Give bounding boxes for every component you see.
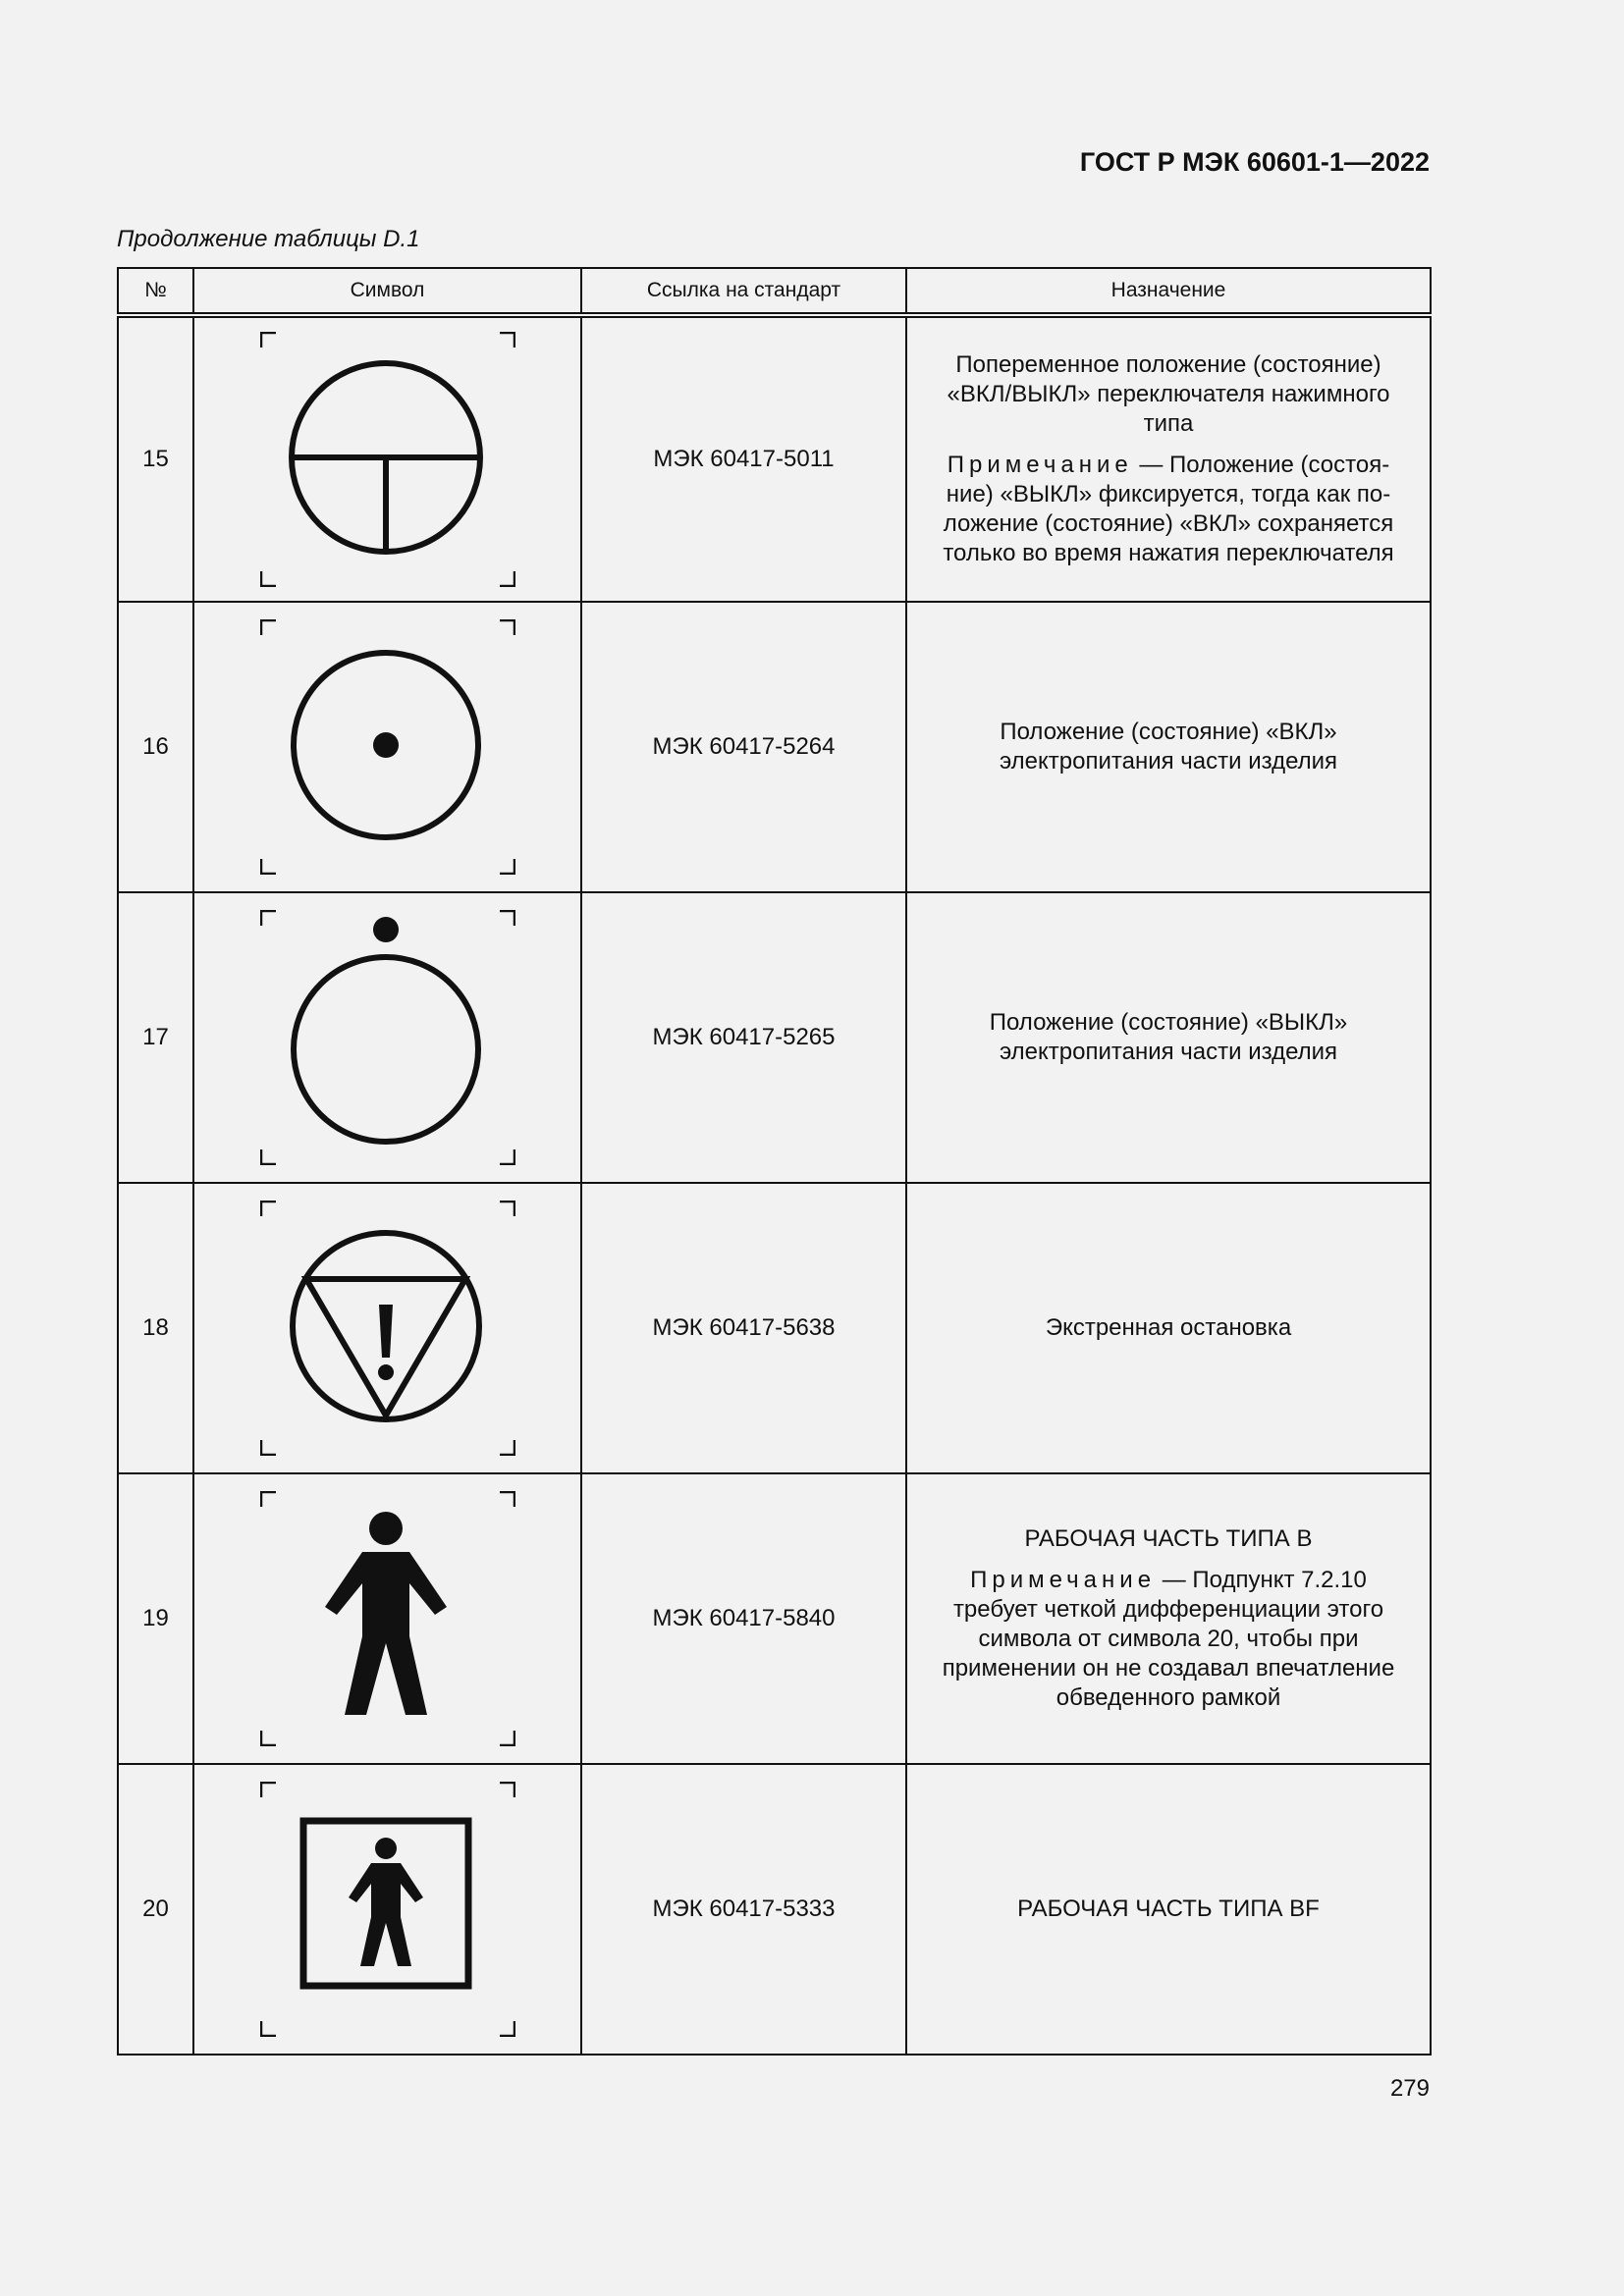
purpose-text: Положение (состояние) «ВЫКЛ» электропитания части изделия: [989, 1009, 1348, 1065]
row-number: 20: [118, 1764, 193, 2055]
purpose-text: Положение (состояние) «ВКЛ» электропитания части изделия: [999, 719, 1338, 774]
type-bf-applied-part-icon: [260, 1782, 515, 2037]
note-text: — Положение (состоя-ние) «ВЫКЛ» фиксируется, тогда как по-ложение (состояние) «ВКЛ» сохраняется только во время нажатия переключателя: [943, 452, 1394, 566]
column-header-num: №: [118, 268, 193, 315]
column-header-symbol: Символ: [193, 268, 581, 315]
purpose-cell: [906, 1473, 1431, 1764]
note-label: Примечание: [947, 452, 1133, 478]
reference-cell: МЭК 60417-5264: [581, 602, 906, 892]
emergency-stop-icon: [260, 1201, 515, 1456]
push-button-on-off-icon: [260, 332, 515, 587]
reference-cell: МЭК 60417-5265: [581, 892, 906, 1183]
purpose-text: Экстренная остановка: [1045, 1314, 1292, 1341]
table-caption: Продолжение таблицы D.1: [117, 226, 420, 252]
table-row: [118, 602, 1431, 892]
purpose-note: [933, 1566, 1404, 1713]
type-b-applied-part-icon: [260, 1491, 515, 1746]
table-header-row: [118, 268, 1431, 315]
purpose-cell: [906, 1183, 1431, 1473]
table-row: [118, 1183, 1431, 1473]
symbol-cell: [193, 1764, 581, 2055]
purpose-note: [933, 451, 1404, 568]
table-row: [118, 1764, 1431, 2055]
purpose-cell: [906, 602, 1431, 892]
reference-cell: МЭК 60417-5840: [581, 1473, 906, 1764]
purpose-text: РАБОЧАЯ ЧАСТЬ ТИПА BF: [1017, 1896, 1320, 1922]
table-row: [118, 315, 1431, 602]
purpose-cell: [906, 892, 1431, 1183]
document-header: ГОСТ Р МЭК 60601-1—2022: [1079, 147, 1430, 177]
row-number: 19: [118, 1473, 193, 1764]
note-text: — Подпункт 7.2.10 требует четкой дифференциации этого символа от символа 20, чтобы при применении он не создавал впечатление обведенного рамкой: [942, 1567, 1395, 1711]
power-off-part-icon: [260, 910, 515, 1165]
table-row: [118, 1473, 1431, 1764]
symbol-cell: [193, 315, 581, 602]
symbols-table: [117, 267, 1432, 2056]
table-row: [118, 892, 1431, 1183]
reference-cell: МЭК 60417-5638: [581, 1183, 906, 1473]
symbol-cell: [193, 892, 581, 1183]
symbol-cell: [193, 1183, 581, 1473]
reference-cell: МЭК 60417-5011: [581, 315, 906, 602]
purpose-cell: [906, 315, 1431, 602]
column-header-reference: Ссылка на стандарт: [581, 268, 906, 315]
reference-cell: МЭК 60417-5333: [581, 1764, 906, 2055]
column-header-purpose: Назначение: [906, 268, 1431, 315]
note-label: Примечание: [970, 1567, 1157, 1593]
row-number: 17: [118, 892, 193, 1183]
purpose-text: РАБОЧАЯ ЧАСТЬ ТИПА B: [1024, 1525, 1313, 1552]
purpose-cell: [906, 1764, 1431, 2055]
symbol-cell: [193, 602, 581, 892]
page-number: 279: [1389, 2075, 1430, 2102]
row-number: 18: [118, 1183, 193, 1473]
row-number: 16: [118, 602, 193, 892]
power-on-part-icon: [260, 619, 515, 875]
purpose-text: Попеременное положение (состояние) «ВКЛ/ВЫКЛ» переключателя нажимного типа: [947, 351, 1390, 437]
row-number: 15: [118, 315, 193, 602]
symbol-cell: [193, 1473, 581, 1764]
